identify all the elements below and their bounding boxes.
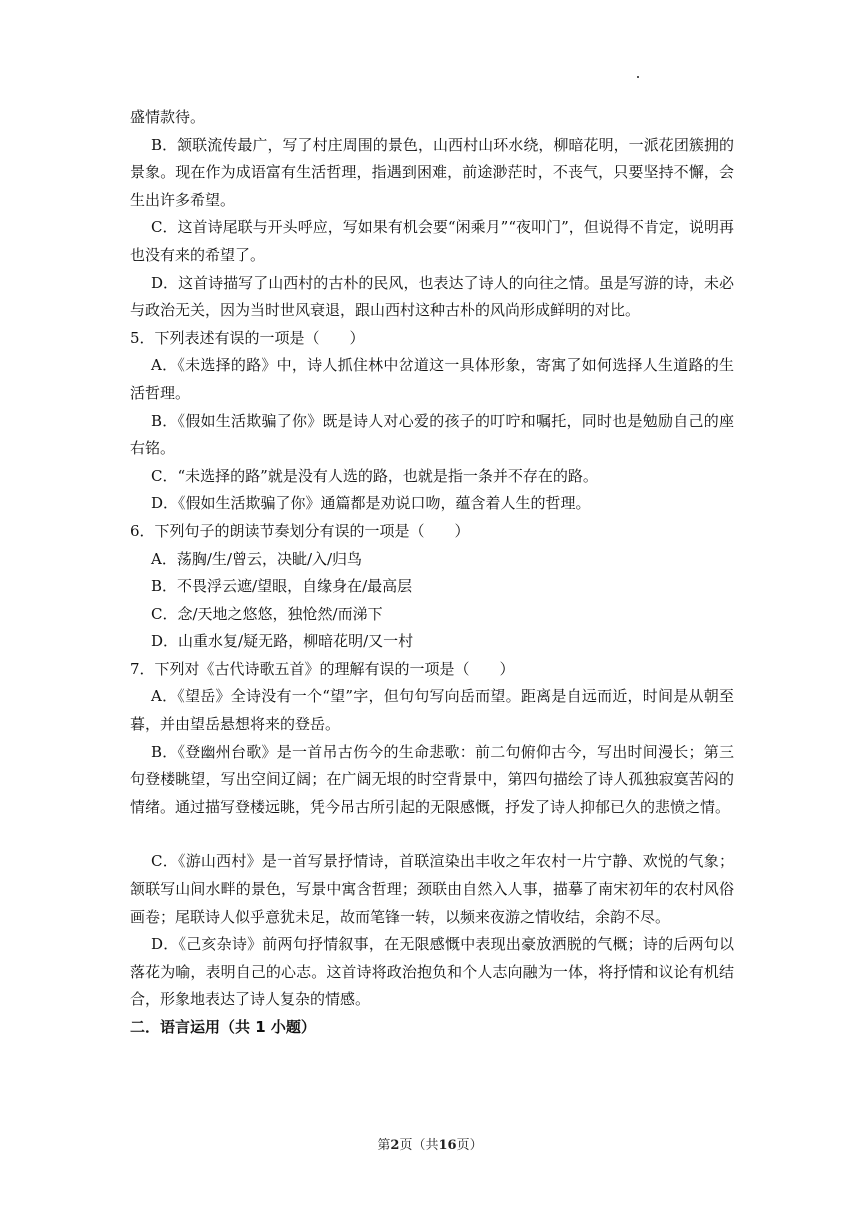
q5-option-d: D．《假如生活欺骗了你》通篇都是劝说口吻，蕴含着人生的哲理。 <box>151 494 591 513</box>
q7-option-c: C．《游山西村》是一首写景抒情诗，首联渲染出丰收之年农村一片宁静、欢悦的气象；颔联写山间水畔的景色，写景中寓含哲理；颈联由自然入人事，描摹了南宋初年的农村风俗画卷；尾联诗人似乎意犹未足，故而笔锋一转，以频来夜游之情收结，余韵不尽。 <box>130 852 734 926</box>
q6-option-d: D．山重水复/疑无路，柳暗花明/又一村 <box>151 632 414 651</box>
page-content <box>130 104 734 1042</box>
page-footer <box>0 1134 860 1153</box>
footer-total-pages: 16 <box>438 1138 457 1153</box>
q6-option-b: B．不畏浮云遮/望眼，自缘身在/最高层 <box>151 577 413 596</box>
q6-option-c: C．念/天地之悠悠，独怆然/而涕下 <box>151 604 383 623</box>
q7-option-d: D．《己亥杂诗》前两句抒情叙事，在无限感慨中表现出豪放洒脱的气概；诗的后两句以落花为喻，表明自己的心志。这首诗将政治抱负和个人志向融为一体，将抒情和议论有机结合，形象地表达了诗人复杂的情感。 <box>130 935 734 1009</box>
footer-suffix: 页） <box>456 1138 483 1153</box>
footer-page-number: 2 <box>390 1138 400 1153</box>
question-6: 6．下列句子的朗读节奏划分有误的一项是（ ） <box>130 521 470 540</box>
question-5: 5．下列表述有误的一项是（ ） <box>130 328 365 347</box>
q4-option-d: D．这首诗描写了山西村的古朴的民风，也表达了诗人的向往之情。虽是写游的诗，未必与政治无关，因为当时世风衰退，跟山西村这种古朴的风尚形成鲜明的对比。 <box>130 273 734 320</box>
q4-continuation: 盛情款待。 <box>130 108 206 126</box>
q6-option-a: A．荡胸/生/曾云，决眦/入/归鸟 <box>151 549 363 568</box>
q5-option-b: B．《假如生活欺骗了你》既是诗人对心爱的孩子的叮咛和嘱托，同时也是勉励自己的座右铭。 <box>130 411 734 458</box>
q4-option-c: C．这首诗尾联与开头呼应，写如果有机会要“闲乘月”“夜叩门”，但说得不肯定，说明再也没有来的希望了。 <box>130 218 734 264</box>
question-7: 7．下列对《古代诗歌五首》的理解有误的一项是（ ） <box>130 659 515 678</box>
q4-option-b: B．颔联流传最广，写了村庄周围的景色，山西村山环水绕，柳暗花明，一派花团簇拥的景象。现在作为成语富有生活哲理，指遇到困难，前途渺茫时，不丧气，只要坚持不懈，会生出许多希望。 <box>130 135 734 209</box>
q5-option-c: C．“未选择的路”就是没有人选的路，也就是指一条并不存在的路。 <box>151 466 598 485</box>
blank-line <box>130 821 734 848</box>
q7-option-a: A．《望岳》全诗没有一个“望”字，但句句写向岳而望。距离是自远而近，时间是从朝至暮，并由望岳悬想将来的登岳。 <box>130 687 734 734</box>
page-mark <box>637 76 639 78</box>
section-heading: 二．语言运用（共 1 小题） <box>130 1018 316 1036</box>
q7-option-b: B．《登幽州台歌》是一首吊古伤今的生命悲歌：前二句俯仰古今，写出时间漫长；第三句登楼眺望，写出空间辽阔；在广阔无垠的时空背景中，第四句描绘了诗人孤独寂寞苦闷的情绪。通过描写登楼远眺，凭今吊古所引起的无限感慨，抒发了诗人抑郁已久的悲愤之情。 <box>130 742 734 816</box>
footer-prefix: 第 <box>377 1138 391 1153</box>
q5-option-a: A．《未选择的路》中，诗人抓住林中岔道这一具体形象，寄寓了如何选择人生道路的生活哲理。 <box>130 356 734 402</box>
footer-mid: 页（共 <box>399 1138 439 1153</box>
